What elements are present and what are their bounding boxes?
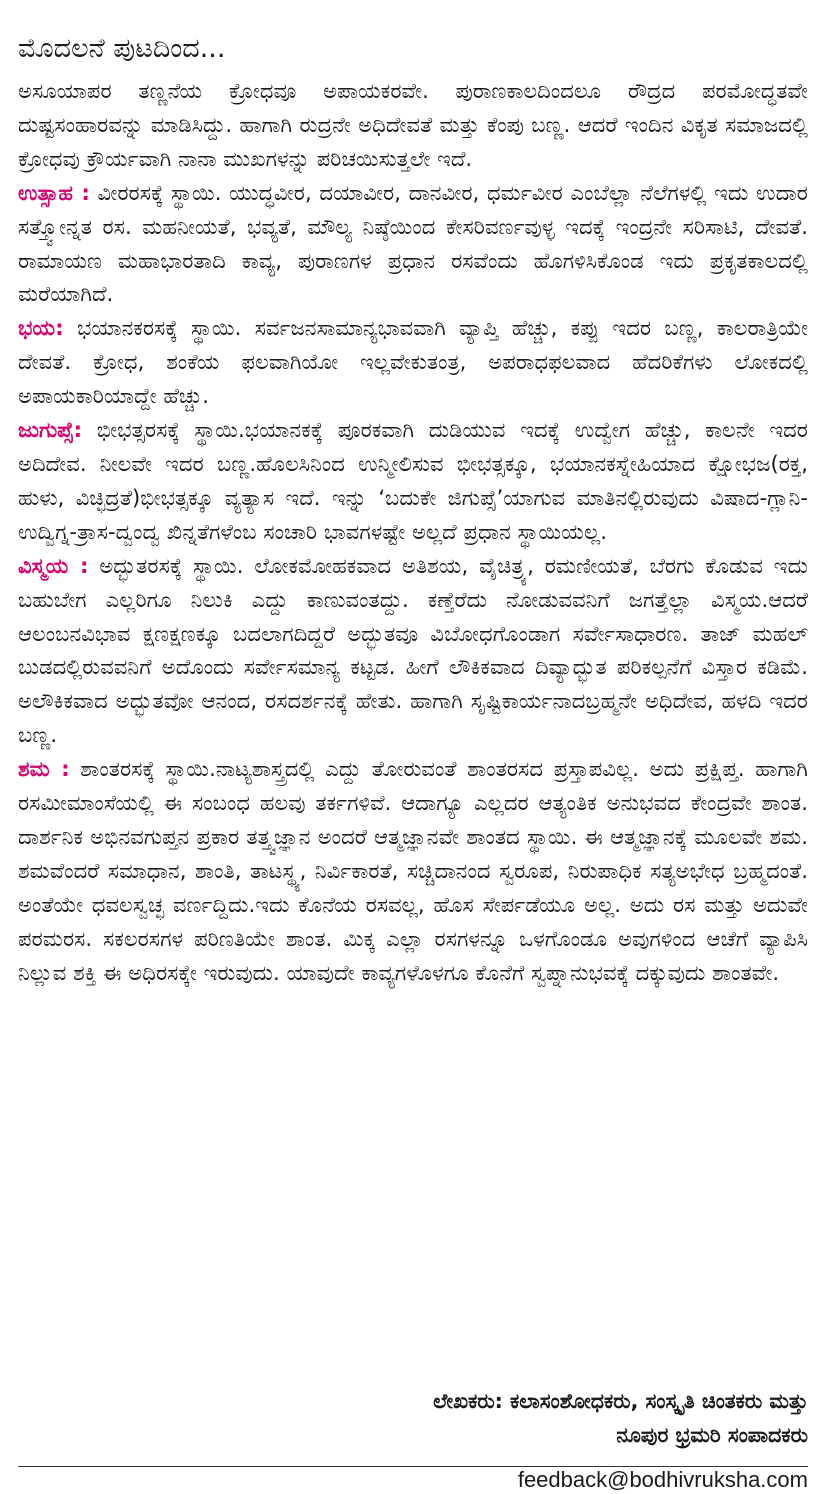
keyword-shama: ಶಮ : xyxy=(18,756,70,782)
feedback-email[interactable]: feedback@bodhivruksha.com xyxy=(517,1467,808,1492)
byline-line-2: ನೂಪುರ ಭ್ರಮರಿ ಸಂಪಾದಕರು xyxy=(616,1423,808,1447)
author-byline xyxy=(433,1384,808,1452)
keyword-vismaya: ವಿಸ್ಮಯ : xyxy=(18,552,89,578)
article-page xyxy=(18,0,809,1492)
paragraph-shama xyxy=(18,752,808,989)
paragraph-intro: ಅಸೂಯಾಪರ ತಣ್ಣನೆಯ ಕ್ರೋಧವೂ ಅಪಾಯಕರವೇ. ಪುರಾಣಕಾಲದಿಂದಲೂ ರೌದ್ರದ ಪರಮೋದ್ಧತವೇ ದುಷ್ಟಸಂಹಾರವನ್ನು ಮಾಡಿಸಿದ್ದು. ಹಾಗಾಗಿ ರುದ್ರನೇ ಅಧಿದೇವತೆ ಮತ್ತು ಕೆಂಪು ಬಣ್ಣ. ಆದರೆ ಇಂದಿನ ವಿಕೃತ ಸಮಾಜದಲ್ಲಿ ಕ್ರೋಧವು ಕ್ರೌರ್ಯವಾಗಿ ನಾನಾ ಮುಖಗಳನ್ನು ಪರಿಚಯಿಸುತ್ತಲೇ ಇದೆ. xyxy=(18,78,808,171)
paragraph-vismaya xyxy=(18,549,808,752)
paragraph-utsaha xyxy=(18,176,808,312)
paragraph-shama-text: ಶಾಂತರಸಕ್ಕೆ ಸ್ಥಾಯಿ.ನಾಟ್ಯಶಾಸ್ತ್ರದಲ್ಲಿ ಎದ್ದು ತೋರುವಂತೆ ಶಾಂತರಸದ ಪ್ರಸ್ತಾಪವಿಲ್ಲ. ಅದು ಪ್ರಕ್ಷಿಪ್ತ. ಹಾಗಾಗಿ ರಸಮೀಮಾಂಸೆಯಲ್ಲಿ ಈ ಸಂಬಂಧ ಹಲವು ತರ್ಕಗಳಿವೆ. ಆದಾಗ್ಯೂ ಎಲ್ಲದರ ಆತ್ಯಂತಿಕ ಅನುಭವದ ಕೇಂದ್ರವೇ ಶಾಂತ. ದಾರ್ಶನಿಕ ಅಭಿನವಗುಪ್ತನ ಪ್ರಕಾರ ತತ್ತ್ವಜ್ಞಾನ ಅಂದರೆ ಆತ್ಮಜ್ಞಾನವೇ ಶಾಂತದ ಸ್ಥಾಯಿ. ಈ ಆತ್ಮಜ್ಞಾನಕ್ಕೆ ಮೂಲವೇ ಶಮ. ಶಮವೆಂದರೆ ಸಮಾಧಾನ, ಶಾಂತಿ, ತಾಟಸ್ಥ್ಯ, ನಿರ್ವಿಕಾರತೆ, ಸಚ್ಚಿದಾನಂದ ಸ್ವರೂಪ, ನಿರುಪಾಧಿಕ ಸತ್ಯಅಭೇಧ ಬ್ರಹ್ಮದಂತೆ. ಅಂತೆಯೇ ಧವಲಸ್ವಚ್ಛ ವರ್ಣದ್ದಿದು.ಇದು ಕೊನೆಯ ರಸವಲ್ಲ, ಹೊಸ ಸೇರ್ಪಡೆಯೂ ಅಲ್ಲ. ಅದು ರಸ ಮತ್ತು ಅದುವೇ ಪರಮರಸ. ಸಕಲರಸಗಳ ಪರಿಣತಿಯೇ ಶಾಂತ. ಮಿಕ್ಕ ಎಲ್ಲಾ ರಸಗಳನ್ನೂ ಒಳಗೊಂಡೂ ಅವುಗಳಿಂದ ಆಚೆಗೆ ವ್ಯಾಪಿಸಿ ನಿಲ್ಲುವ ಶಕ್ತಿ ಈ ಅಧಿರಸಕ್ಕೇ ಇರುವುದು. ಯಾವುದೇ ಕಾವ್ಯಗಳೊಳಗೂ ಕೊನೆಗೆ ಸ್ವಪ್ನಾನುಭವಕ್ಕೆ ದಕ್ಕುವುದು ಶಾಂತವೇ. xyxy=(18,756,808,985)
paragraph-jugupse xyxy=(18,413,808,549)
byline-line-1: ಲೇಖಕರು: ಕಲಾಸಂಶೋಧಕರು, ಸಂಸ್ಕೃತಿ ಚಿಂತಕರು ಮತ್ತು xyxy=(433,1389,808,1413)
paragraph-jugupse-text: ಭೀಭತ್ಸರಸಕ್ಕೆ ಸ್ಥಾಯಿ.ಭಯಾನಕಕ್ಕೆ ಪೂರಕವಾಗಿ ದುಡಿಯುವ ಇದಕ್ಕೆ ಉದ್ವೇಗ ಹೆಚ್ಚು, ಕಾಲನೇ ಇದರ ಅದಿದೇವ. ನೀಲವೇ ಇದರ ಬಣ್ಣ.ಹೊಲಸಿನಿಂದ ಉನ್ಮೀಲಿಸುವ ಭೀಭತ್ಸಕ್ಕೂ, ಭಯಾನಕಸ್ನೇಹಿಯಾದ ಕ್ಷೋಭಜ(ರಕ್ತ, ಹುಳು, ವಿಚ್ಛಿದ್ರತೆ)ಭೀಭತ್ಸಕ್ಕೂ ವ್ಯತ್ಯಾಸ ಇದೆ. ಇನ್ನು ‘ಬದುಕೇ ಜಿಗುಪ್ಸೆ’ಯಾಗುವ ಮಾತಿನಲ್ಲಿರುವುದು ವಿಷಾದ-ಗ್ಲಾನಿ-ಉದ್ವಿಗ್ನ-ತ್ರಾಸ-ದ್ವಂದ್ವ ಖಿನ್ನತೆಗಳೆಂಬ ಸಂಚಾರಿ ಭಾವಗಳಷ್ಟೇ ಅಲ್ಲದೆ ಪ್ರಧಾನ ಸ್ಥಾಯಿಯಲ್ಲ. xyxy=(18,417,808,544)
paragraph-vismaya-text: ಅದ್ಭುತರಸಕ್ಕೆ ಸ್ಥಾಯಿ. ಲೋಕಮೋಹಕವಾದ ಅತಿಶಯ, ವೈಚಿತ್ರ್ಯ, ರಮಣೀಯತೆ, ಬೆರಗು ಕೊಡುವ ಇದು ಬಹುಬೇಗ ಎಲ್ಲರಿಗೂ ನಿಲುಕಿ ಎದ್ದು ಕಾಣುವಂತದ್ದು. ಕಣ್ತೆರೆದು ನೋಡುವವನಿಗೆ ಜಗತ್ತೆಲ್ಲಾ ವಿಸ್ಮಯ.ಆದರೆ ಆಲಂಬನವಿಭಾವ ಕ್ಷಣಕ್ಷಣಕ್ಕೂ ಬದಲಾಗದಿದ್ದರೆ ಅದ್ಭುತವೂ ವಿಬೋಧಗೊಂಡಾಗ ಸರ್ವೇಸಾಧಾರಣ. ತಾಜ್ ಮಹಲ್ ಬುಡದಲ್ಲಿರುವವನಿಗೆ ಅದೊಂದು ಸರ್ವೇಸಮಾನ್ಯ ಕಟ್ಟಡ. ಹೀಗೆ ಲೌಕಿಕವಾದ ದಿವ್ಯಾದ್ಭುತ ಪರಿಕಲ್ಪನೆಗೆ ವಿಸ್ತಾರ ಕಡಿಮೆ. ಅಲೌಕಿಕವಾದ ಅದ್ಭುತವೋ ಆನಂದ, ರಸದರ್ಶನಕ್ಕೆ ಹೇತು. ಹಾಗಾಗಿ ಸೃಷ್ಟಿಕಾರ್ಯನಾದಬ್ರಹ್ಮನೇ ಅಧಿದೇವ, ಹಳದಿ ಇದರ ಬಣ್ಣ. xyxy=(18,552,809,748)
paragraph-bhaya-text: ಭಯಾನಕರಸಕ್ಕೆ ಸ್ಥಾಯಿ. ಸರ್ವಜನಸಾಮಾನ್ಯಭಾವವಾಗಿ ವ್ಯಾಪ್ತಿ ಹೆಚ್ಚು, ಕಪ್ಪು ಇದರ ಬಣ್ಣ, ಕಾಲರಾತ್ರಿಯೇ ದೇವತೆ. ಕ್ರೋಧ, ಶಂಕೆಯ ಫಲವಾಗಿಯೋ ಇಲ್ಲವೇಕುತಂತ್ರ, ಅಪರಾಧಫಲವಾದ ಹೆದರಿಕೆಗಳು ಲೋಕದಲ್ಲಿ ಅಪಾಯಕಾರಿಯಾದ್ದೇ ಹೆಚ್ಚು. xyxy=(18,315,808,409)
paragraph-utsaha-text: ವೀರರಸಕ್ಕೆ ಸ್ಥಾಯಿ. ಯುದ್ಧವೀರ, ದಯಾವೀರ, ದಾನವೀರ, ಧರ್ಮವೀರ ಎಂಬೆಲ್ಲಾ ನೆಲೆಗಳಲ್ಲಿ ಇದು ಉದಾರ ಸತ್ತ್ವೋನ್ನತ ರಸ. ಮಹನೀಯತೆ, ಭವ್ಯತೆ, ಮೌಲ್ಯ ನಿಷ್ಠೆಯಿಂದ ಕೇಸರಿವರ್ಣವುಳ್ಳ ಇದಕ್ಕೆ ಇಂದ್ರನೇ ಸರಿಸಾಟಿ, ದೇವತೆ. ರಾಮಾಯಣ ಮಹಾಭಾರತಾದಿ ಕಾವ್ಯ, ಪುರಾಣಗಳ ಪ್ರಧಾನ ರಸವೆಂದು ಹೊಗಳಿಸಿಕೊಂಡ ಇದು ಪ್ರಕೃತಕಾಲದಲ್ಲಿ ಮರೆಯಾಗಿದೆ. xyxy=(18,179,808,307)
keyword-jugupse: ಜುಗುಪ್ಸೆ: xyxy=(18,417,83,443)
keyword-bhaya: ಭಯ: xyxy=(18,315,64,341)
paragraph-bhaya xyxy=(18,311,808,413)
article-body xyxy=(18,74,808,989)
page-title: ಮೊದಲನೆ ಪುಟದಿಂದ... xyxy=(18,33,226,64)
keyword-utsaha: ಉತ್ಸಾಹ : xyxy=(18,179,90,205)
